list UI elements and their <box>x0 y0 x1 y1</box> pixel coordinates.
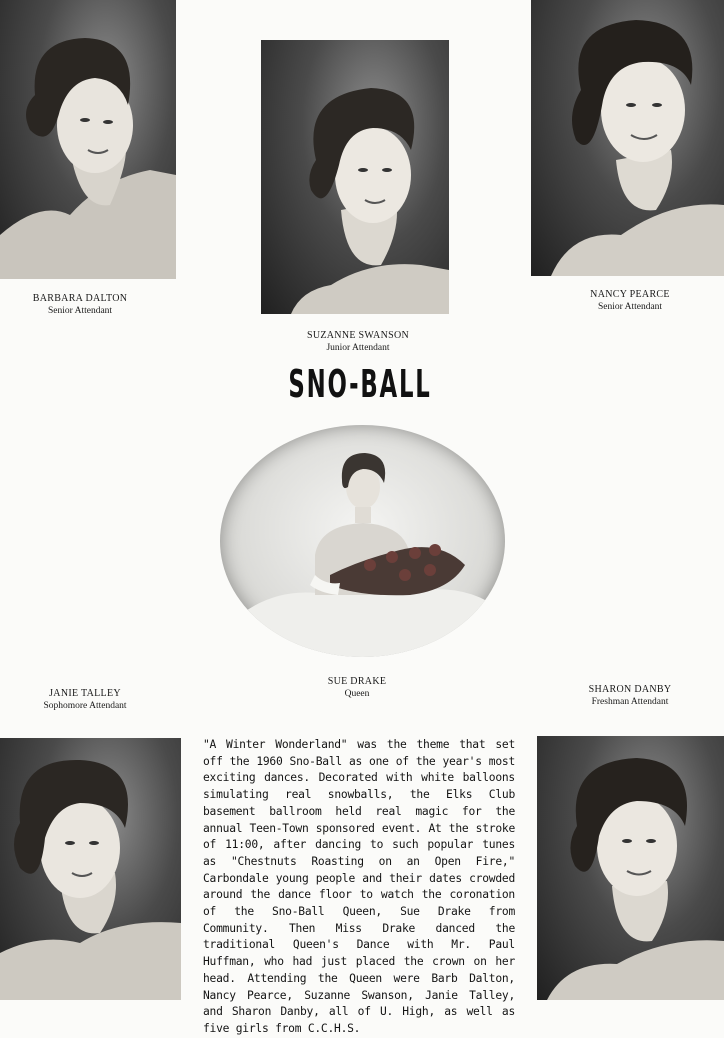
portrait-photo-suzanne <box>261 40 449 314</box>
caption-role: Junior Attendant <box>326 343 390 353</box>
queen-photo <box>220 425 505 657</box>
caption-role: Queen <box>344 689 370 699</box>
caption-suzanne <box>285 330 431 354</box>
caption-name: BARBARA DALTON <box>32 293 128 304</box>
story-paragraph: "A Winter Wonderland" was the theme that set off the 1960 Sno-Ball as one of the year's most exciting dances. Decorated with white balloons simulating real snowballs, the Elks Club basement ballroom held real magic for the annual Teen-Town sponsored event. At the stroke of 11:00, after dancing to such popular tunes as "Chestnuts Roasting on an Open Fire," Carbondale young people and their dates crowded around the dance floor to watch the coronation of the Sno-Ball Queen, Sue Drake from Community. Then Miss Drake danced the traditional Queen's Dance with Mr. Paul Huffman, who had just placed the crown on her head. Attending the Queen were Barb Dalton, Nancy Pearce, Suzanne Swanson, Janie Talley, and Sharon Danby, all of U. High, as well as five girls from C.C.H.S. <box>203 738 515 1035</box>
caption-role: Senior Attendant <box>47 306 113 316</box>
caption-name: SHARON DANBY <box>588 684 672 695</box>
page-title: SNO-BALL <box>288 362 432 406</box>
caption-nancy <box>560 289 700 313</box>
caption-sharon <box>560 684 700 708</box>
caption-role: Freshman Attendant <box>591 697 669 707</box>
caption-name: SUZANNE SWANSON <box>306 330 409 341</box>
story-text <box>203 737 515 1038</box>
caption-queen <box>312 676 402 700</box>
caption-name: SUE DRAKE <box>327 676 387 687</box>
caption-name: NANCY PEARCE <box>590 289 670 300</box>
caption-janie <box>15 688 155 712</box>
caption-name: JANIE TALLEY <box>49 688 121 699</box>
caption-barbara <box>10 293 150 317</box>
caption-role: Senior Attendant <box>597 302 663 312</box>
portrait-photo-barbara <box>0 0 176 279</box>
portrait-photo-sharon <box>537 736 724 1000</box>
caption-role: Sophomore Attendant <box>43 701 127 711</box>
portrait-photo-nancy <box>531 0 724 276</box>
portrait-photo-janie <box>0 738 181 1000</box>
